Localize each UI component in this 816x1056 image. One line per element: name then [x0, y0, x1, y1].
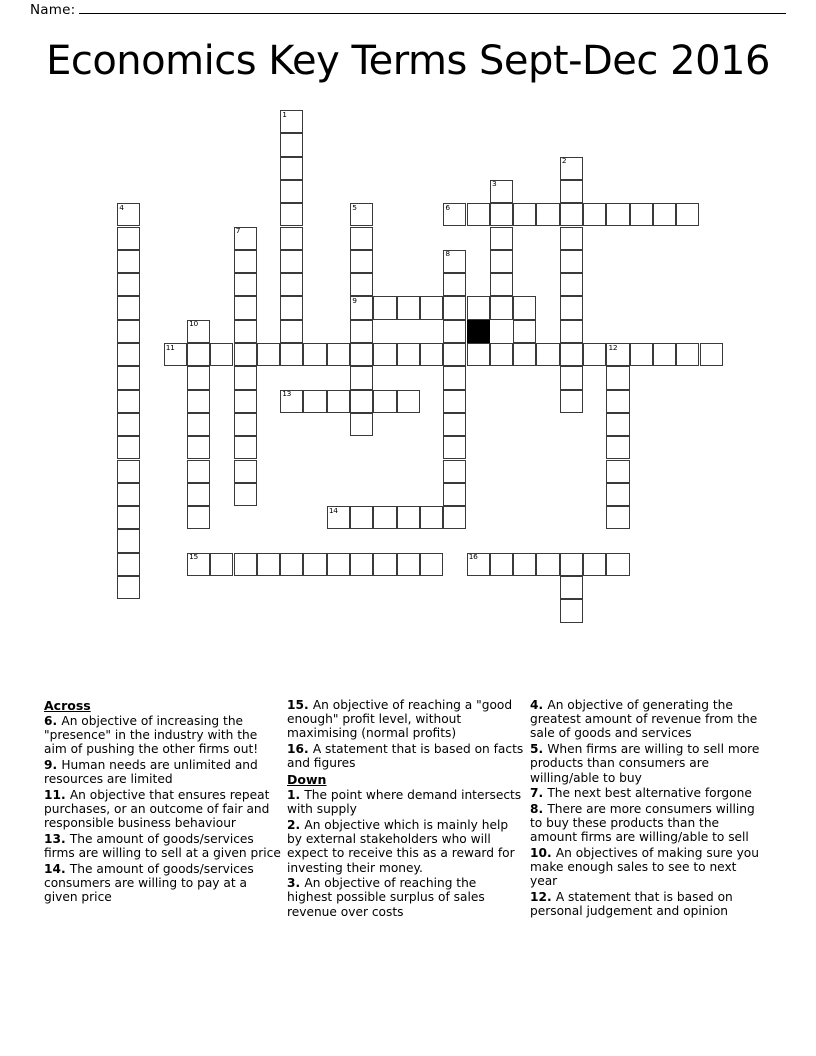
cell-number: 7: [235, 226, 241, 235]
grid-cell[interactable]: [676, 203, 699, 226]
grid-cell[interactable]: [234, 227, 257, 250]
grid-cell[interactable]: [350, 250, 373, 273]
grid-cell[interactable]: [560, 553, 583, 576]
grid-cell[interactable]: [234, 390, 257, 413]
grid-cell[interactable]: [536, 203, 559, 226]
grid-cell[interactable]: [606, 413, 629, 436]
grid-cell[interactable]: [536, 343, 559, 366]
grid-cell[interactable]: [280, 250, 303, 273]
name-label: Name:: [30, 2, 76, 18]
grid-cell[interactable]: [373, 390, 396, 413]
grid-cell[interactable]: [443, 273, 466, 296]
clue-number: 9.: [44, 758, 62, 773]
cell-number: 10: [189, 319, 198, 329]
grid-cell[interactable]: [280, 227, 303, 250]
grid-cell[interactable]: [187, 506, 210, 529]
grid-cell[interactable]: [443, 296, 466, 319]
grid-cell[interactable]: [560, 203, 583, 226]
clue-text: A statement that is based on facts and figures: [287, 742, 524, 771]
grid-cell[interactable]: [560, 599, 583, 622]
clue-text: An objectives of making sure you make enough sales to see to next year: [530, 846, 759, 889]
cell-number: 13: [282, 389, 292, 399]
grid-cell[interactable]: [117, 343, 140, 366]
grid-cell[interactable]: [117, 390, 140, 413]
grid-cell[interactable]: [327, 506, 350, 529]
grid-cell[interactable]: [234, 483, 257, 506]
grid-cell[interactable]: [117, 203, 140, 226]
grid-cell[interactable]: [117, 529, 140, 552]
grid-cell[interactable]: [606, 460, 629, 483]
grid-cell[interactable]: [117, 366, 140, 389]
grid-cell[interactable]: [560, 576, 583, 599]
grid-cell[interactable]: [420, 296, 443, 319]
grid-cell[interactable]: [490, 553, 513, 576]
clue-across-13: [44, 832, 281, 860]
grid-cell[interactable]: [443, 460, 466, 483]
grid-cell[interactable]: [117, 413, 140, 436]
clue-text: The next best alternative forgone: [547, 786, 752, 801]
grid-cell[interactable]: [350, 227, 373, 250]
grid-cell[interactable]: [606, 203, 629, 226]
grid-cell[interactable]: [234, 343, 257, 366]
grid-cell[interactable]: [560, 250, 583, 273]
grid-cell[interactable]: [653, 203, 676, 226]
cell-number: 11: [165, 342, 175, 352]
grid-cell[interactable]: [513, 296, 536, 319]
clue-across-9: [44, 758, 281, 786]
grid-cell[interactable]: [606, 553, 629, 576]
grid-cell[interactable]: [350, 413, 373, 436]
grid-cell[interactable]: [257, 553, 280, 576]
grid-cell[interactable]: [373, 296, 396, 319]
grid-cell[interactable]: [280, 343, 303, 366]
grid-cell[interactable]: [513, 203, 536, 226]
grid-cell[interactable]: [467, 296, 490, 319]
grid-cell[interactable]: [443, 366, 466, 389]
grid-cell[interactable]: [350, 320, 373, 343]
clue-number: 13.: [44, 832, 70, 847]
grid-cell[interactable]: [606, 506, 629, 529]
grid-cell[interactable]: [234, 413, 257, 436]
grid-cell[interactable]: [420, 553, 443, 576]
clue-column-3: [530, 698, 773, 920]
grid-cell[interactable]: [606, 366, 629, 389]
clue-text: The amount of goods/services firms are willing to sell at a given price: [44, 832, 281, 861]
clue-text: A statement that is based on personal judgement and opinion: [530, 890, 733, 919]
page-title: Economics Key Terms Sept-Dec 2016: [46, 38, 770, 84]
grid-cell[interactable]: [234, 320, 257, 343]
clue-column-1: [44, 698, 287, 906]
grid-cell[interactable]: [606, 436, 629, 459]
grid-cell[interactable]: [234, 250, 257, 273]
cell-number: 9: [352, 295, 357, 305]
name-write-in-line[interactable]: [79, 2, 786, 14]
grid-cell[interactable]: [560, 366, 583, 389]
cell-number: 2: [561, 156, 567, 166]
grid-cell[interactable]: [234, 436, 257, 459]
grid-cell[interactable]: [490, 203, 513, 226]
grid-cell[interactable]: [210, 343, 233, 366]
cell-number: 14: [328, 505, 338, 515]
grid-cell[interactable]: [210, 553, 233, 576]
clue-down-12: [530, 890, 767, 918]
grid-cell[interactable]: [117, 227, 140, 250]
clue-down-10: [530, 846, 767, 889]
grid-cell[interactable]: [443, 413, 466, 436]
grid-cell[interactable]: [373, 506, 396, 529]
clue-text: An objective of generating the greatest amount of revenue from the sale of goods and services: [530, 698, 758, 741]
clue-down-7: [530, 786, 767, 800]
grid-cell[interactable]: [490, 296, 513, 319]
grid-cell[interactable]: [350, 366, 373, 389]
cell-number: 12: [608, 342, 618, 352]
grid-cell[interactable]: [560, 343, 583, 366]
grid-cell[interactable]: [187, 320, 210, 343]
grid-cell[interactable]: [117, 320, 140, 343]
cell-number: 5: [352, 202, 357, 212]
clue-number: 7.: [530, 786, 548, 801]
grid-cell[interactable]: [117, 296, 140, 319]
grid-cell[interactable]: [280, 296, 303, 319]
clue-down-1: [287, 788, 524, 816]
clue-down-8: [530, 802, 767, 845]
grid-cell[interactable]: [560, 320, 583, 343]
clue-number: 3.: [287, 876, 305, 891]
grid-cell[interactable]: [560, 273, 583, 296]
clue-number: 15.: [287, 698, 313, 712]
grid-cell[interactable]: [350, 296, 373, 319]
grid-cell[interactable]: [373, 343, 396, 366]
clue-text: The amount of goods/services consumers are willing to pay at a given price: [44, 862, 254, 905]
clue-text: The point where demand intersects with supply: [287, 788, 522, 817]
cell-number: 1: [282, 109, 287, 119]
grid-cell[interactable]: [187, 460, 210, 483]
grid-cell[interactable]: [234, 460, 257, 483]
grid-cell[interactable]: [583, 343, 606, 366]
grid-cell[interactable]: [117, 460, 140, 483]
grid-cell[interactable]: [700, 343, 723, 366]
grid-cell[interactable]: [117, 553, 140, 576]
grid-cell-blocked: [467, 320, 490, 343]
grid-cell[interactable]: [373, 553, 396, 576]
clue-number: 1.: [287, 788, 305, 803]
grid-cell[interactable]: [234, 296, 257, 319]
grid-cell[interactable]: [117, 273, 140, 296]
cell-number: 4: [119, 202, 124, 212]
grid-cell[interactable]: [187, 413, 210, 436]
grid-cell[interactable]: [397, 553, 420, 576]
clue-down-3: [287, 876, 524, 919]
grid-cell[interactable]: [280, 110, 303, 133]
grid-cell[interactable]: [490, 180, 513, 203]
clue-down-4: [530, 698, 767, 741]
grid-cell[interactable]: [280, 203, 303, 226]
grid-cell[interactable]: [536, 553, 559, 576]
clue-down-5: [530, 742, 767, 785]
across-heading: Across: [44, 698, 91, 713]
clue-text: An objective that ensures repeat purchases, or an outcome of fair and responsible business behaviour: [44, 788, 270, 831]
grid-cell[interactable]: [234, 273, 257, 296]
grid-cell[interactable]: [560, 390, 583, 413]
grid-cell[interactable]: [490, 250, 513, 273]
grid-cell[interactable]: [490, 227, 513, 250]
name-field-row: [30, 2, 786, 18]
clue-number: 8.: [530, 801, 548, 816]
grid-cell[interactable]: [443, 250, 466, 273]
grid-cell[interactable]: [350, 273, 373, 296]
clue-text: An objective of increasing the "presence" in the industry with the aim of pushing the other firms out!: [44, 714, 259, 757]
grid-cell[interactable]: [257, 343, 280, 366]
grid-cell[interactable]: [164, 343, 187, 366]
clue-column-2: [287, 698, 530, 920]
grid-cell[interactable]: [117, 506, 140, 529]
grid-cell[interactable]: [560, 157, 583, 180]
grid-cell[interactable]: [420, 506, 443, 529]
grid-cell[interactable]: [327, 553, 350, 576]
grid-cell[interactable]: [443, 436, 466, 459]
grid-cell[interactable]: [676, 343, 699, 366]
cell-number: 3: [491, 179, 497, 189]
grid-cell[interactable]: [280, 273, 303, 296]
grid-cell[interactable]: [606, 483, 629, 506]
grid-cell[interactable]: [467, 203, 490, 226]
clue-text: Human needs are unlimited and resources are limited: [44, 758, 258, 787]
crossword-grid[interactable]: [117, 110, 717, 610]
grid-cell[interactable]: [513, 343, 536, 366]
grid-cell[interactable]: [187, 553, 210, 576]
clue-across-16: [287, 742, 524, 770]
clue-number: 11.: [44, 788, 70, 803]
grid-cell[interactable]: [280, 553, 303, 576]
grid-cell[interactable]: [117, 436, 140, 459]
grid-cell[interactable]: [443, 203, 466, 226]
grid-cell[interactable]: [467, 553, 490, 576]
grid-cell[interactable]: [350, 203, 373, 226]
grid-cell[interactable]: [303, 343, 326, 366]
grid-cell[interactable]: [327, 343, 350, 366]
grid-cell[interactable]: [443, 506, 466, 529]
clue-text: There are more consumers willing to buy these products than the amount firms are willing/able to sell: [530, 801, 755, 845]
clue-panel: [44, 698, 774, 920]
grid-cell[interactable]: [653, 343, 676, 366]
grid-cell[interactable]: [280, 133, 303, 156]
down-heading: Down: [287, 772, 327, 788]
clue-text: An objective of reaching a "good enough" profit level, without maximising (normal profits): [287, 698, 513, 741]
grid-cell[interactable]: [630, 203, 653, 226]
clue-number: 16.: [287, 742, 313, 757]
grid-cell[interactable]: [117, 483, 140, 506]
grid-cell[interactable]: [606, 390, 629, 413]
grid-cell[interactable]: [560, 296, 583, 319]
clue-across-11: [44, 788, 281, 831]
cell-number: 15: [189, 552, 198, 562]
clue-across-14: [44, 862, 281, 905]
cell-number: 16: [468, 552, 478, 562]
grid-cell[interactable]: [303, 390, 326, 413]
clue-across-6: [44, 714, 281, 757]
grid-cell[interactable]: [187, 366, 210, 389]
grid-cell[interactable]: [397, 506, 420, 529]
grid-cell[interactable]: [234, 553, 257, 576]
grid-cell[interactable]: [187, 343, 210, 366]
grid-cell[interactable]: [350, 343, 373, 366]
grid-cell[interactable]: [443, 320, 466, 343]
grid-cell[interactable]: [303, 553, 326, 576]
grid-cell[interactable]: [420, 343, 443, 366]
grid-cell[interactable]: [280, 390, 303, 413]
clue-number: 10.: [530, 846, 556, 861]
grid-cell[interactable]: [280, 180, 303, 203]
clue-number: 12.: [530, 890, 556, 905]
grid-cell[interactable]: [280, 320, 303, 343]
clue-number: 14.: [44, 862, 70, 877]
clue-across-15: [287, 698, 524, 741]
clue-number: 5.: [530, 742, 548, 757]
grid-cell[interactable]: [350, 506, 373, 529]
grid-cell[interactable]: [280, 157, 303, 180]
clue-number: 4.: [530, 698, 548, 712]
grid-cell[interactable]: [187, 390, 210, 413]
grid-cell[interactable]: [117, 250, 140, 273]
grid-cell[interactable]: [187, 483, 210, 506]
grid-cell[interactable]: [513, 320, 536, 343]
grid-cell[interactable]: [187, 436, 210, 459]
clue-text: An objective of reaching the highest possible surplus of sales revenue over costs: [287, 876, 485, 919]
grid-cell[interactable]: [397, 390, 420, 413]
grid-cell[interactable]: [490, 273, 513, 296]
grid-cell[interactable]: [560, 180, 583, 203]
grid-cell[interactable]: [443, 343, 466, 366]
clue-text: An objective which is mainly help by external stakeholders who will expect to receive this as a reward for investing their money.: [287, 817, 515, 875]
grid-cell[interactable]: [560, 227, 583, 250]
grid-cell[interactable]: [397, 343, 420, 366]
grid-cell[interactable]: [443, 390, 466, 413]
cell-number: 6: [445, 202, 450, 212]
clue-number: 6.: [44, 714, 62, 728]
grid-cell[interactable]: [397, 296, 420, 319]
grid-cell[interactable]: [117, 576, 140, 599]
grid-cell[interactable]: [630, 343, 653, 366]
grid-cell[interactable]: [443, 483, 466, 506]
grid-cell[interactable]: [490, 343, 513, 366]
grid-cell[interactable]: [583, 203, 606, 226]
clue-number: 2.: [287, 817, 305, 832]
grid-cell[interactable]: [583, 553, 606, 576]
clue-down-2: [287, 818, 524, 875]
grid-cell[interactable]: [327, 390, 350, 413]
clue-text: When firms are willing to sell more products than consumers are willing/able to buy: [530, 742, 760, 785]
grid-cell[interactable]: [606, 343, 629, 366]
grid-cell[interactable]: [350, 390, 373, 413]
grid-cell[interactable]: [234, 366, 257, 389]
grid-cell[interactable]: [467, 343, 490, 366]
grid-cell[interactable]: [350, 553, 373, 576]
grid-cell[interactable]: [513, 553, 536, 576]
cell-number: 8: [445, 249, 450, 259]
